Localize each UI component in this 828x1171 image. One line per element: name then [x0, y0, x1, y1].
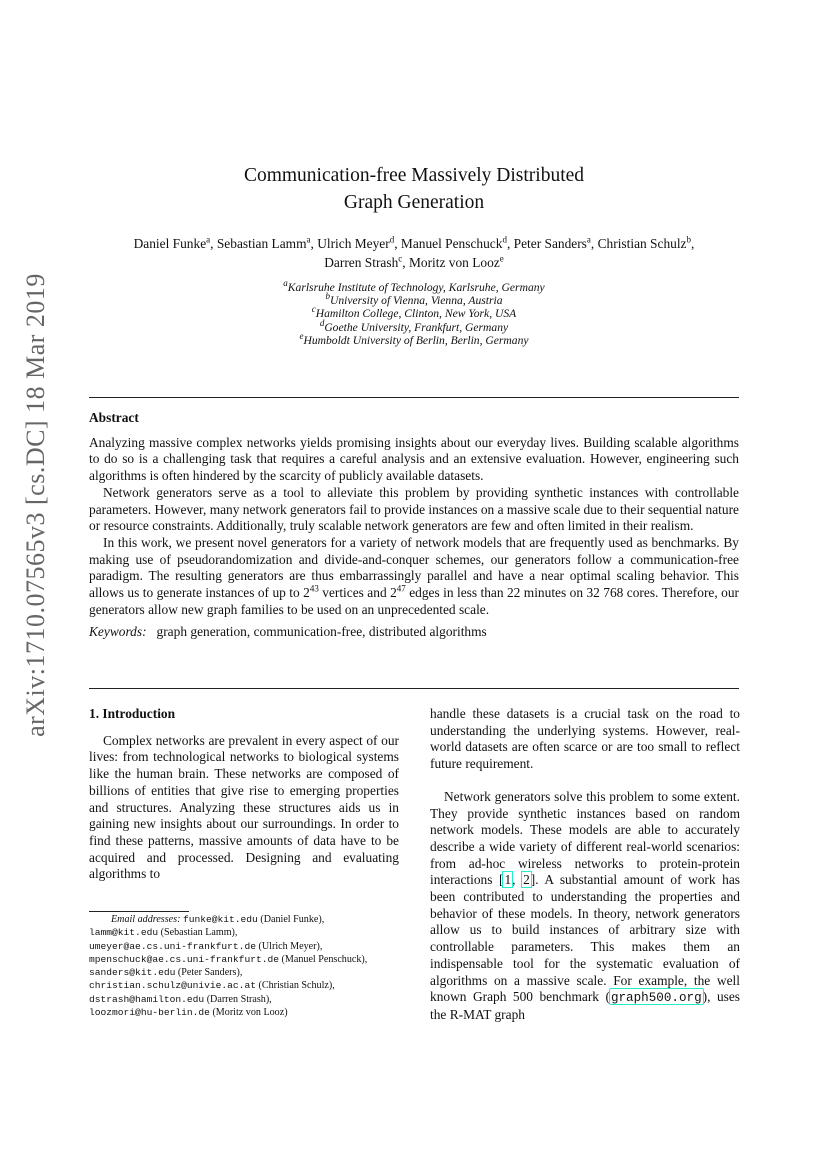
footnote-line: loozmori@hu-berlin.de (Moritz von Looz) — [89, 1007, 288, 1019]
keywords-label: Keywords: — [89, 624, 147, 640]
body-paragraph: Network generators solve this problem to some extent. They provide synthetic instances based on random network models. These models are able to accurately describe a wide variety of different real-world scenarios: from ad-hoc wireless networks to protein-protein interactions [1, 2]. A substantial amount of work has been contributed to understanding the properties and behavior of these models. In theory, network generators allow us to build instances of arbitrary size with controllable parameters. This makes them an indispensable tool for the systematic evaluation of algorithms on a massive scale. For example, the well known Graph 500 benchmark (graph500.org), uses the R-MAT graph — [430, 788, 741, 1022]
citation-link[interactable]: 2 — [523, 872, 530, 888]
section-heading: 1. Introduction — [89, 706, 176, 721]
url-link[interactable]: graph500.org — [610, 991, 702, 1006]
email-link[interactable]: dstrash@hamilton.edu — [89, 993, 205, 1005]
author: Peter Sanders$^a$ — [513, 234, 591, 251]
arxiv-identifier: arXiv:1710.07565v3 [cs.DC] 18 Mar 2019 — [21, 273, 50, 737]
footnote-rule — [89, 911, 189, 912]
author: Sebastian Lamm$^a$ — [216, 234, 311, 251]
affiliation: $^d$Goethe University, Frankfurt, Germany — [319, 317, 509, 334]
abstract-paragraph: Analyzing massive complex networks yields promising insights about our everyday lives. Building scalable algorithms to do so is a challenging task that requires a careful analysis and an extensive evaluation. However, engineering such algorithms is often hindered by the scarcity of publicly available datasets. — [89, 434, 739, 484]
abstract-section — [89, 410, 739, 641]
citation-link[interactable]: 1 — [504, 872, 512, 888]
email-link[interactable]: lamm@kit.edu — [89, 927, 159, 939]
email-link[interactable]: mpenschuck@ae.cs.uni-frankfurt.de — [89, 953, 279, 965]
footnote-line: christian.schulz@univie.ac.at (Christian Schulz), — [89, 980, 335, 992]
author: Manuel Penschuck$^d$ — [400, 234, 507, 251]
author: Ulrich Meyer$^d$ — [317, 234, 395, 251]
abstract-heading: Abstract — [89, 410, 139, 425]
footnote-line: Email addresses: funke@kit.edu (Daniel Funke), — [111, 914, 325, 925]
keywords — [89, 624, 739, 641]
email-link[interactable]: funke@kit.edu — [182, 914, 258, 925]
abstract-paragraph: Network generators serve as a tool to alleviate this problem by providing synthetic instances with controllable parameters. However, many network generators fail to provide instances on a massive scale due to their sequential nature or resource constraints. Additionally, truly scalable network generators are few and often limited in their realism. — [89, 484, 739, 534]
email-link[interactable]: christian.schulz@univie.ac.at — [89, 980, 256, 992]
email-link[interactable]: umeyer@ae.cs.uni-frankfurt.de — [89, 940, 256, 952]
footnotes — [89, 913, 399, 1019]
affiliation: $^a$Karlsruhe Institute of Technology, Karlsruhe, Germany — [283, 278, 545, 294]
paper-title — [0, 162, 828, 216]
author: Daniel Funke$^a$ — [133, 234, 211, 251]
abstract-paragraph: In this work, we present novel generators for a variety of network models that are frequently used as benchmarks. By making use of pseudorandomization and divide-and-conquer schemes, our generators follow a communication-free paradigm. The resulting generators are thus embarrassingly parallel and have a near optimal scaling behavior. This allows us to generate instances of up to $2^{43}$ vertices and $2^{47}$ edges in less than 22 minutes on 32 768 cores. Therefore, our generators allow new graph families to be used on an unprecedented scale. — [89, 534, 739, 617]
keywords-list: graph generation, communication-free, distributed algorithms — [156, 624, 487, 640]
left-column — [89, 706, 399, 883]
footnote-line: mpenschuck@ae.cs.uni-frankfurt.de (Manuel Penschuck), — [89, 953, 368, 965]
author: Christian Schulz$^b$ — [597, 234, 691, 251]
affiliation: $^b$University of Vienna, Vienna, Austria — [325, 291, 503, 308]
author: Moritz von Looz$^e$ — [408, 253, 504, 270]
body-paragraph: handle these datasets is a crucial task on the road to understanding the underlying systems. However, real-world datasets are often scarce or are too small to reflect future requirement. — [430, 706, 740, 772]
right-column — [430, 706, 740, 1024]
body-paragraph: Complex networks are prevalent in every aspect of our lives: from technological networks to biological systems like the human brain. These networks are composed of billions of entities that give rise to emerging properties and structures. Analyzing these structures aids us in gaining new insights about our surroundings. In order to find these patterns, massive amounts of data have to be acquired and processed. Designing and evaluating algorithms to — [89, 732, 399, 882]
abstract-bottom-rule — [89, 688, 739, 689]
affiliation: $^c$Hamilton College, Clinton, New York, USA — [311, 304, 517, 321]
footnote-line: dstrash@hamilton.edu (Darren Strash), — [89, 993, 272, 1005]
author-list: Daniel Funke$^a$, Sebastian Lamm$^a$, Ulrich Meyer$^d$, Manuel Penschuck$^d$, Peter Sanders$^a$, Christian Schulz$^b$, Darren Strash$^c$, Moritz von Looz$^e$ — [133, 234, 695, 270]
email-link[interactable]: loozmori@hu-berlin.de — [89, 1007, 210, 1019]
footnote-line: umeyer@ae.cs.uni-frankfurt.de (Ulrich Meyer), — [89, 940, 323, 952]
affiliation: $^e$Humboldt University of Berlin, Berlin, Germany — [299, 330, 529, 347]
title-line-1: Communication-free Massively Distributed — [243, 165, 585, 186]
email-link[interactable]: sanders@kit.edu — [89, 967, 176, 979]
author: Darren Strash$^c$ — [324, 253, 403, 270]
affiliation-list — [0, 278, 828, 347]
footnote-line: lamm@kit.edu (Sebastian Lamm), — [89, 927, 238, 939]
footnote-line: sanders@kit.edu (Peter Sanders), — [89, 967, 243, 979]
abstract-top-rule — [89, 397, 739, 398]
title-line-2: Graph Generation — [343, 192, 485, 213]
